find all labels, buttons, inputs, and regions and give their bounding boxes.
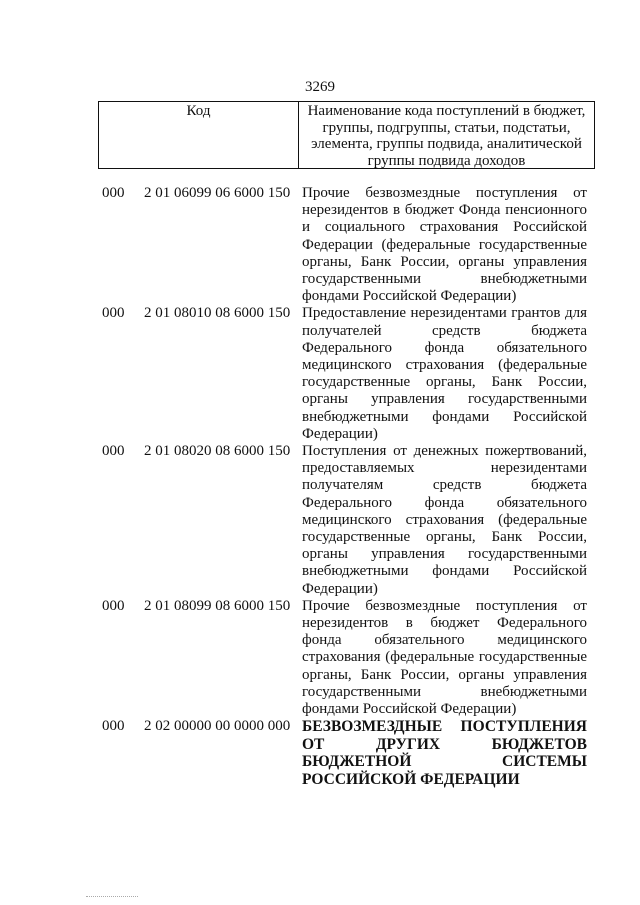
table-row: [0, 598, 640, 718]
row-admin-code: 000: [102, 718, 125, 735]
table-row: [0, 305, 640, 443]
header-code-label: Код: [99, 102, 299, 168]
page-number: 3269: [305, 79, 335, 95]
row-code: 2 01 08020 08 6000 150: [144, 443, 291, 460]
row-name: Прочие безвозмездные поступления от нерезидентов в бюджет Федерального фонда обязательного медицинского страхования (федеральные государственные органы, Банк России, органы управления государственными внебюджетными фондами Российской Федерации): [302, 597, 587, 718]
row-admin-code: 000: [102, 185, 125, 201]
row-admin-code: 000: [102, 443, 125, 460]
row-name: Прочие безвозмездные поступления от нерезидентов в бюджет Фонда пенсионного и социального страхования Российской Федерации (федеральные государственные органы, Банк России, органы управления государственными внебюджетными фондами Российской Федерации): [302, 185, 587, 305]
row-name: БЕЗВОЗМЕЗДНЫЕ ПОСТУПЛЕНИЯ ОТ ДРУГИХ БЮДЖЕТОВ БЮДЖЕТНОЙ СИСТЕМЫ РОССИЙСКОЙ ФЕДЕРАЦИИ: [302, 718, 587, 788]
table-row: [0, 185, 640, 305]
header-name-label: Наименование кода поступлений в бюджет, группы, подгруппы, статьи, подстатьи, элемента, группы подвида, аналитической группы подвида доходов: [307, 103, 586, 169]
table-body: [0, 185, 640, 788]
row-code: 2 01 08099 08 6000 150: [144, 597, 291, 614]
row-name: Поступления от денежных пожертвований, предоставляемых нерезидентами получателям средств бюджета Федерального фонда обязательного медицинского страхования (федеральные государственные органы, Банк России, органы управления государственными внебюджетными фондами Российской Федерации): [302, 443, 587, 597]
row-admin-code: 000: [102, 305, 125, 322]
table-header: [98, 101, 595, 169]
footer-mark: [86, 896, 138, 899]
row-name: Предоставление нерезидентами грантов для получателей средств бюджета Федерального фонда обязательного медицинского страхования (федеральные государственные органы, Банк России, органы управления государственными внебюджетными фондами Российской Федерации): [302, 305, 587, 442]
table-row: [0, 443, 640, 598]
table-row: [0, 718, 640, 788]
row-code: 2 01 08010 08 6000 150: [144, 305, 291, 322]
row-code: 2 01 06099 06 6000 150: [144, 185, 291, 201]
row-admin-code: 000: [102, 597, 125, 614]
row-code: 2 02 00000 00 0000 000: [144, 718, 291, 735]
